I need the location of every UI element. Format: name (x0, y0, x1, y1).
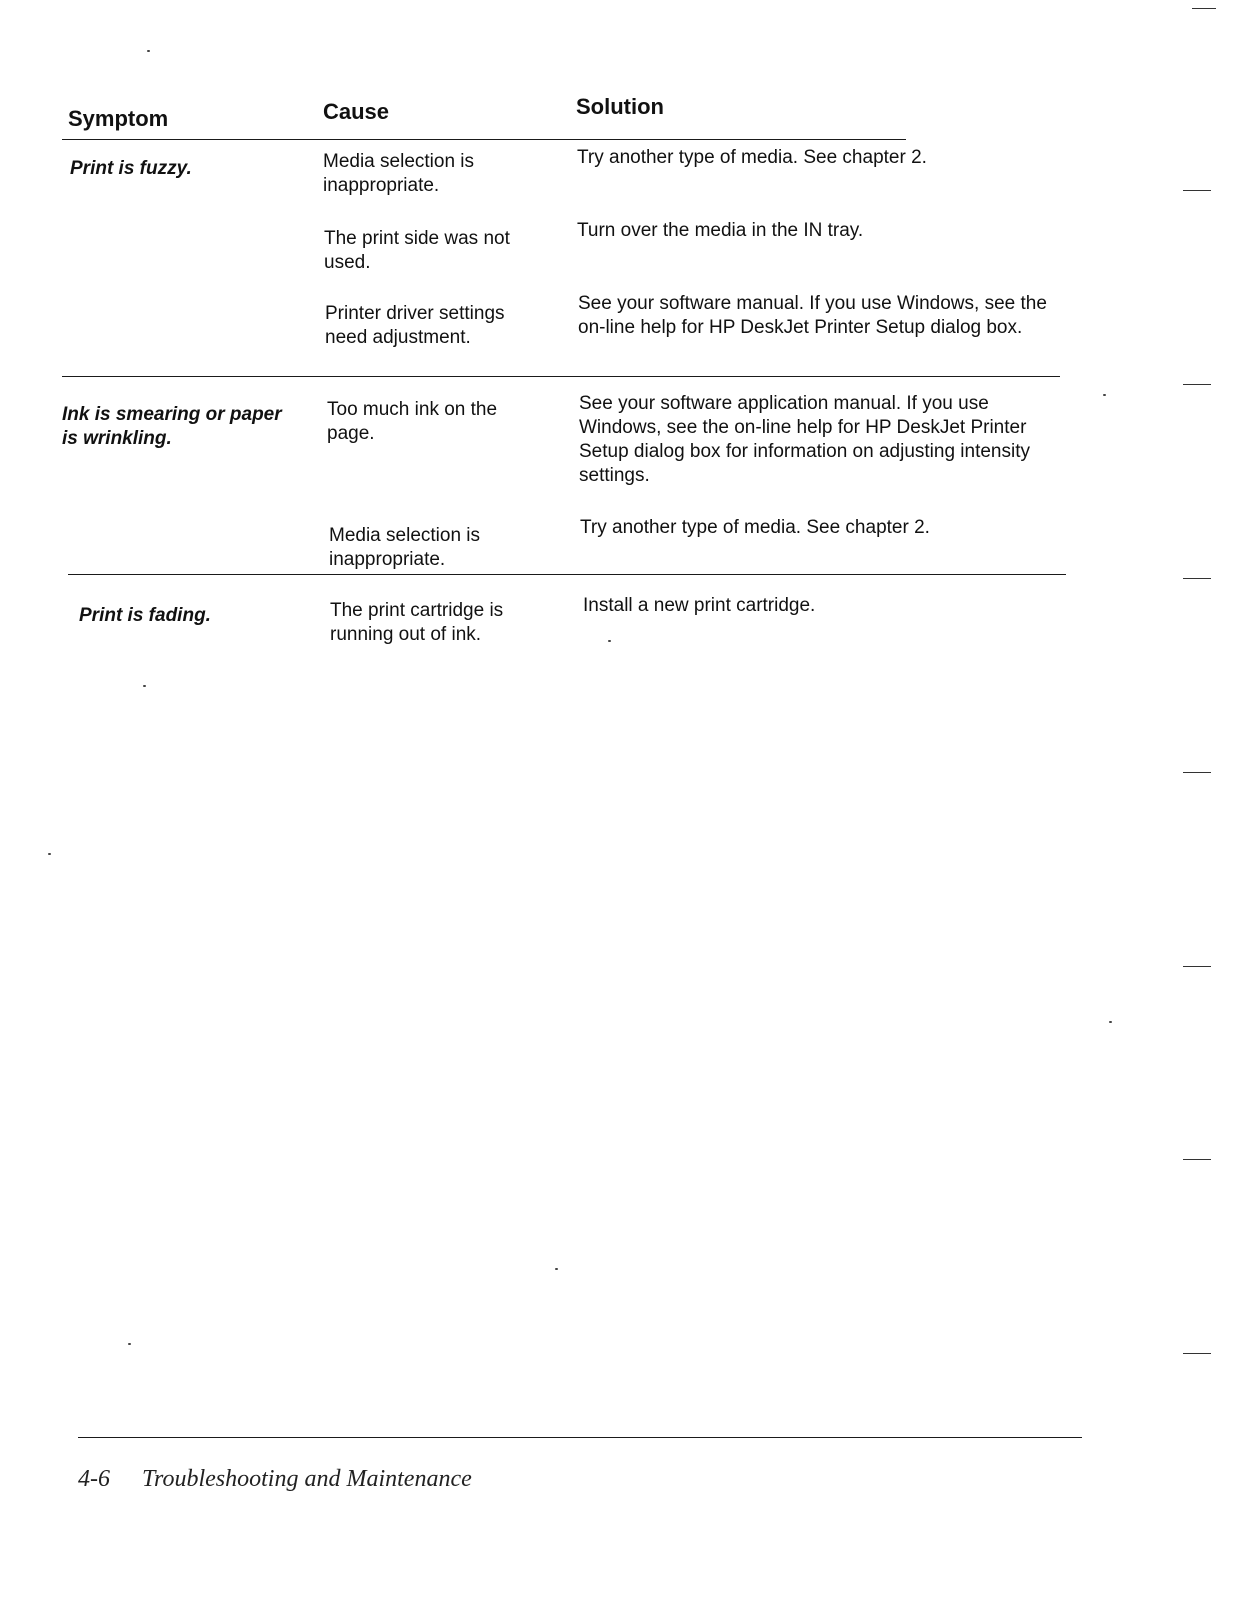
cause-cell: Media selection is inappropriate. (323, 151, 475, 196)
header-solution: Solution (576, 94, 664, 119)
margin-tick (1183, 966, 1211, 967)
solution-cell: Install a new print cartridge. (583, 595, 816, 616)
chapter-title: Troubleshooting and Maintenance (142, 1466, 472, 1492)
margin-tick (1183, 772, 1211, 773)
scan-speck (608, 640, 611, 642)
margin-tick (1183, 1353, 1211, 1354)
page-number: 4-6 (78, 1466, 110, 1492)
scan-speck (128, 1343, 131, 1345)
scan-speck (147, 50, 150, 52)
cause-cell: Media selection is inappropriate. (329, 525, 481, 570)
solution-cell: See your software application manual. If you use Windows, see the on-line help for HP DeskJet Printer Setup dialog box for information on adjusting intensity settings. (579, 393, 1030, 486)
solution-cell: Try another type of media. See chapter 2. (577, 147, 927, 168)
footer-rule (78, 1437, 1082, 1438)
group-rule (62, 376, 1060, 377)
scan-speck (1103, 394, 1106, 396)
header-rule (62, 139, 906, 140)
cause-cell: Too much ink on the page. (327, 399, 498, 444)
cause-cell: The print side was not used. (324, 228, 510, 273)
scan-speck (48, 853, 51, 855)
margin-tick (1183, 384, 1211, 385)
page-footer (78, 1466, 472, 1493)
scan-speck (555, 1268, 558, 1270)
margin-tick (1183, 1159, 1211, 1160)
solution-cell: Try another type of media. See chapter 2. (580, 517, 930, 538)
scan-speck (1109, 1021, 1112, 1023)
symptom-ink-smearing: Ink is smearing or paper is wrinkling. (62, 404, 282, 449)
cause-cell: Printer driver settings need adjustment. (325, 303, 505, 348)
header-symptom: Symptom (68, 106, 169, 131)
cause-cell: The print cartridge is running out of ink. (330, 600, 504, 645)
group-rule (68, 574, 1066, 575)
symptom-print-fuzzy: Print is fuzzy. (70, 158, 192, 179)
margin-tick (1183, 578, 1211, 579)
symptom-print-fading: Print is fading. (79, 605, 211, 626)
scan-speck (143, 685, 146, 687)
solution-cell: See your software manual. If you use Windows, see the on-line help for HP DeskJet Printer Setup dialog box. (578, 293, 1047, 338)
margin-tick (1192, 8, 1216, 9)
header-cause: Cause (323, 99, 390, 124)
solution-cell: Turn over the media in the IN tray. (577, 220, 864, 241)
margin-tick (1183, 190, 1211, 191)
